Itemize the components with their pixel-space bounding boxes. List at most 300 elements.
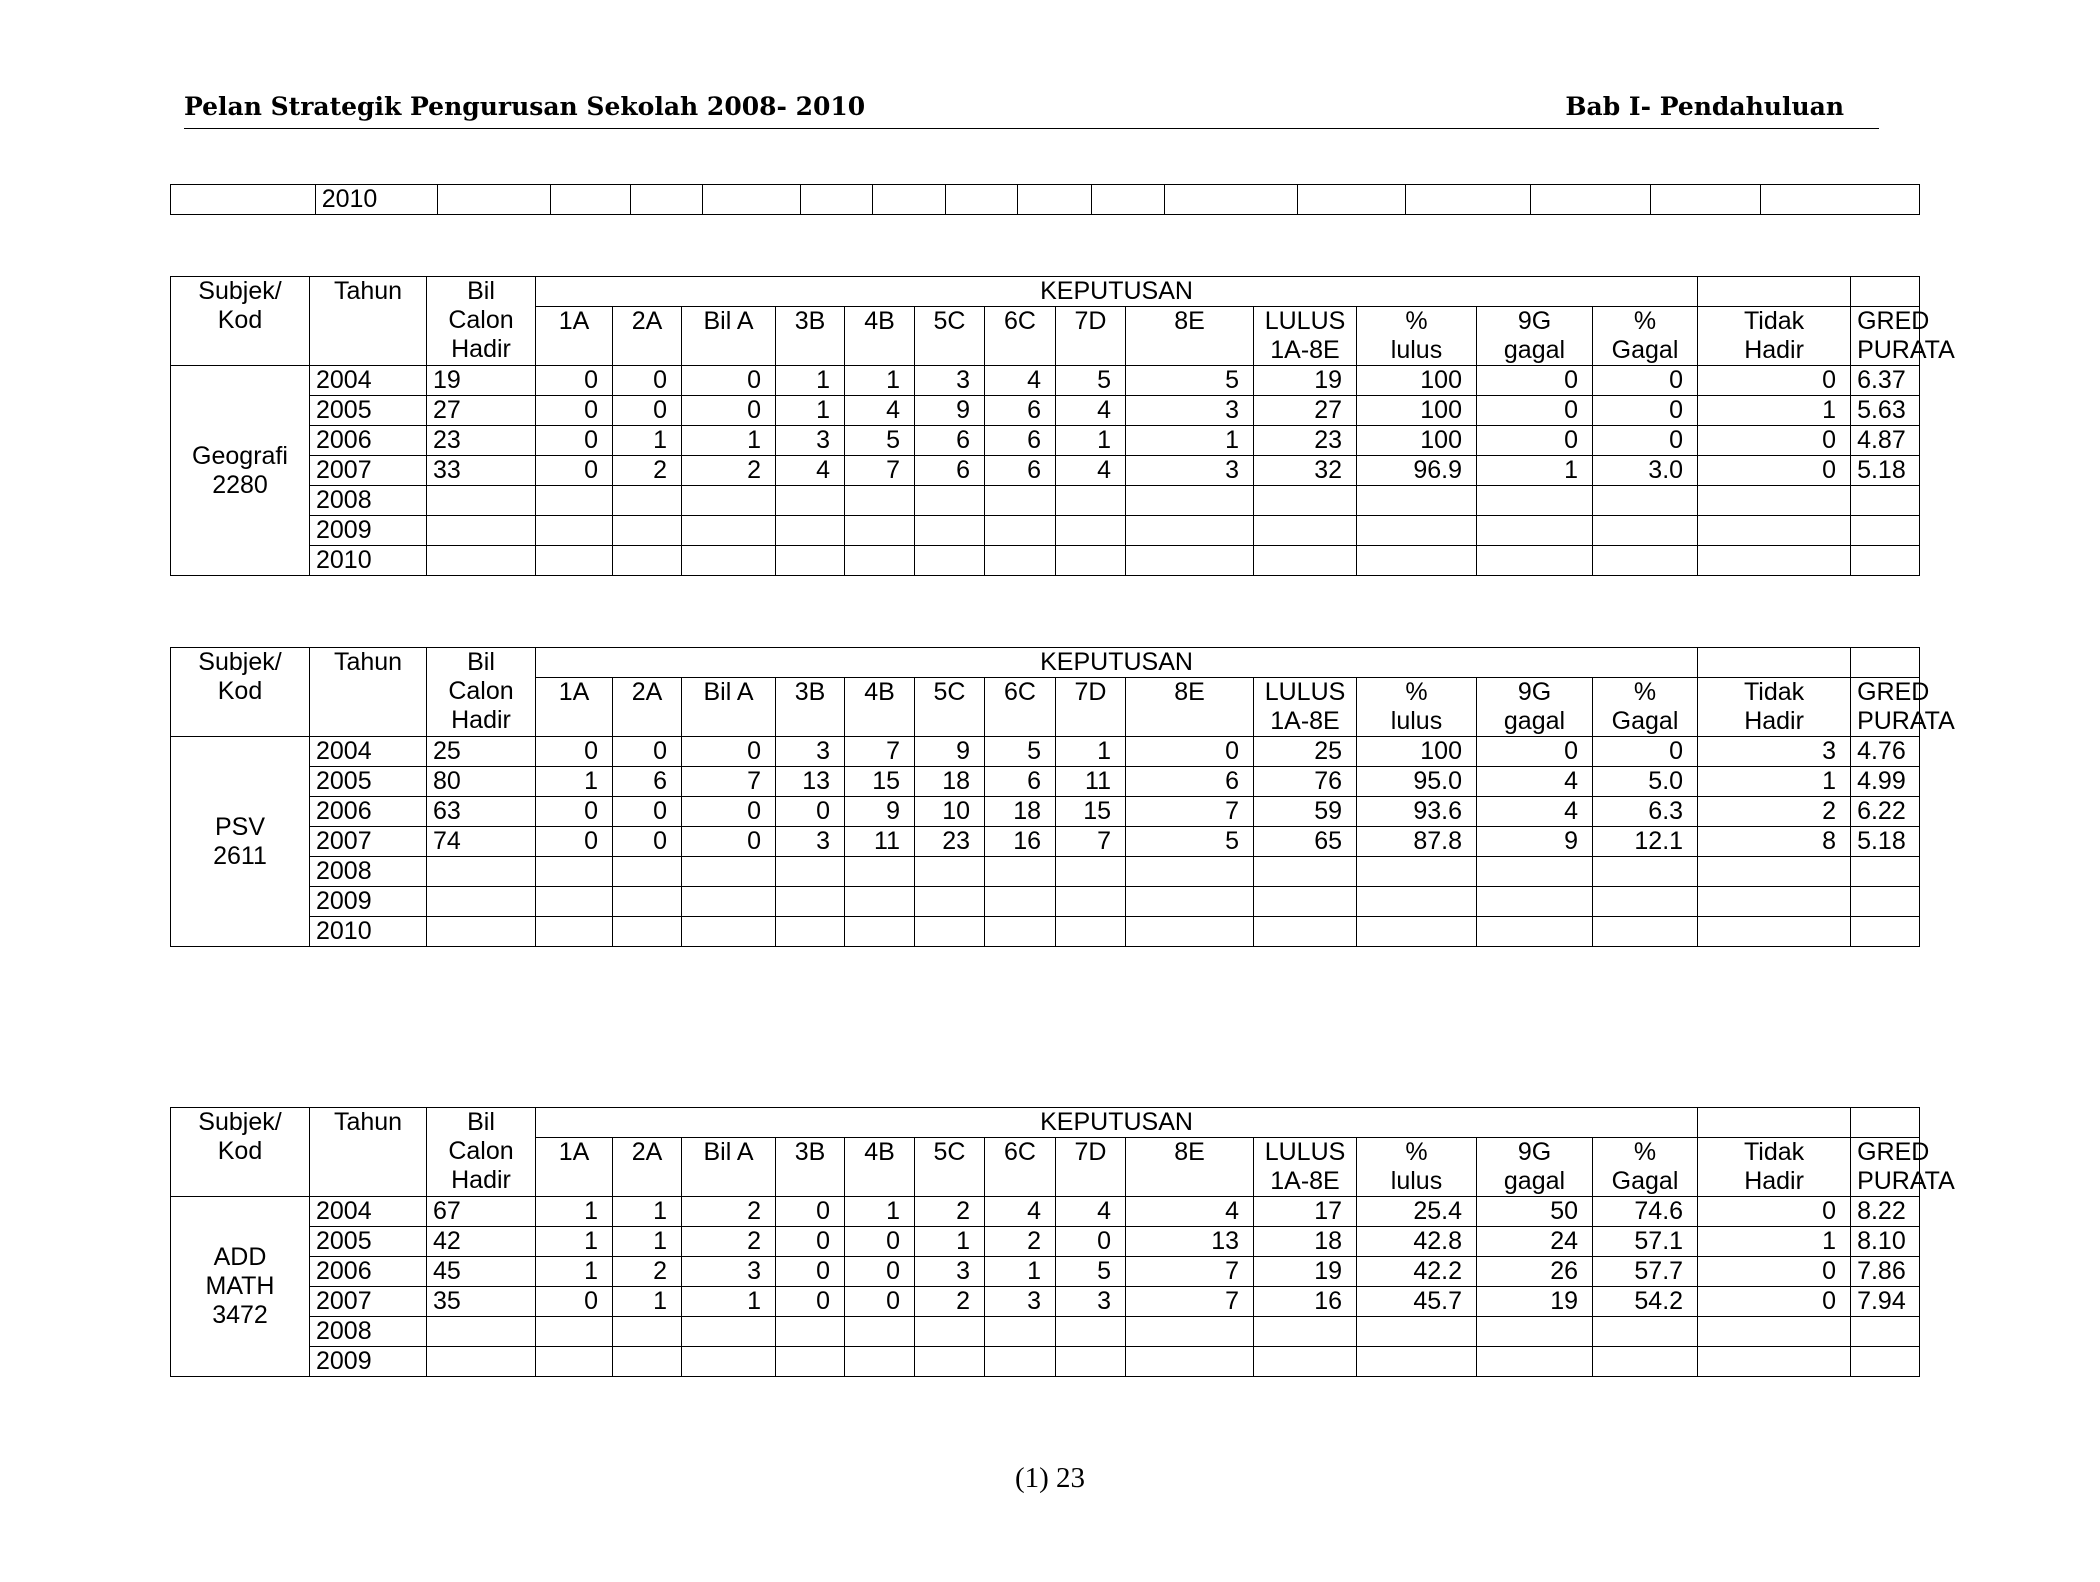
grade-cell xyxy=(536,1347,613,1377)
header-line: 2280 xyxy=(212,470,268,499)
header-line: lulus xyxy=(1390,707,1443,735)
grade-cell xyxy=(613,486,682,516)
bil-calon-cell: 25 xyxy=(427,737,536,767)
grade-cell xyxy=(776,546,845,576)
gred-purata-cell xyxy=(1851,1347,1920,1377)
pct-lulus-cell: 45.7 xyxy=(1357,1287,1477,1317)
pct-gagal-cell xyxy=(1593,1317,1698,1347)
gagal-cell: 0 xyxy=(1477,396,1593,426)
gred-purata-cell: 7.86 xyxy=(1851,1257,1920,1287)
grade-cell: 0 xyxy=(613,827,682,857)
header-line: % xyxy=(1633,1138,1657,1166)
header-line: Hadir xyxy=(1744,1167,1804,1195)
tidak-hadir-cell: 0 xyxy=(1698,1287,1851,1317)
grade-cell xyxy=(536,546,613,576)
grade-cell: 0 xyxy=(776,1287,845,1317)
gagal-cell: 0 xyxy=(1477,737,1593,767)
grade-cell: 0 xyxy=(845,1287,915,1317)
pct-lulus-cell: 100 xyxy=(1357,737,1477,767)
grade-cell xyxy=(536,486,613,516)
grade-cell xyxy=(776,917,845,947)
grade-cell: 6 xyxy=(985,426,1056,456)
grade-cell xyxy=(776,516,845,546)
grade-cell: 0 xyxy=(845,1257,915,1287)
grade-cell: 9 xyxy=(915,737,985,767)
tidak-hadir-cell: 1 xyxy=(1698,767,1851,797)
grade-cell: 3 xyxy=(985,1287,1056,1317)
grade-cell xyxy=(536,917,613,947)
bil-calon-cell: 27 xyxy=(427,396,536,426)
grade-cell: 0 xyxy=(536,1287,613,1317)
result-table-add-math xyxy=(170,1107,1955,1377)
grade-header: 6C xyxy=(985,1138,1056,1197)
gred-purata-cell: 5.18 xyxy=(1851,456,1920,486)
keputusan-header: KEPUTUSAN xyxy=(536,1108,1698,1138)
grade-header: 2A xyxy=(613,678,682,737)
header-line: PURATA xyxy=(1857,1167,1955,1195)
bil-calon-cell xyxy=(427,887,536,917)
grade-cell: 11 xyxy=(845,827,915,857)
gred-purata-cell: 4.99 xyxy=(1851,767,1920,797)
grade-cell: 10 xyxy=(915,797,985,827)
header-line: % xyxy=(1405,307,1428,335)
grade-cell: 0 xyxy=(613,797,682,827)
gred-purata-cell xyxy=(1851,887,1920,917)
gagal-cell: 4 xyxy=(1477,767,1593,797)
grade-cell xyxy=(1056,516,1126,546)
grade-cell xyxy=(1126,516,1254,546)
table-row xyxy=(171,456,1920,486)
empty-header-cell xyxy=(1698,1108,1851,1138)
grade-cell: 1 xyxy=(613,1227,682,1257)
header-line: Gagal xyxy=(1611,336,1679,364)
grade-cell xyxy=(985,1317,1056,1347)
table-row xyxy=(171,1197,1920,1227)
grade-cell: 7 xyxy=(1056,827,1126,857)
grade-cell xyxy=(845,546,915,576)
tidak-hadir-cell: 3 xyxy=(1698,737,1851,767)
grade-cell: 7 xyxy=(682,767,776,797)
table-row xyxy=(171,366,1920,396)
table-row xyxy=(171,917,1920,947)
grade-cell: 1 xyxy=(536,1257,613,1287)
grade-cell xyxy=(1056,486,1126,516)
grade-cell: 6 xyxy=(985,767,1056,797)
grade-cell: 0 xyxy=(776,797,845,827)
lulus-cell xyxy=(1254,917,1357,947)
grade-cell xyxy=(1056,917,1126,947)
header-line: Bil xyxy=(467,277,495,305)
grade-cell xyxy=(1126,887,1254,917)
gagal-cell xyxy=(1477,857,1593,887)
header-line: Hadir xyxy=(451,1166,511,1194)
bil-calon-cell xyxy=(427,857,536,887)
gred-purata-cell: 6.22 xyxy=(1851,797,1920,827)
grade-cell: 4 xyxy=(776,456,845,486)
pct-gagal-cell xyxy=(1593,546,1698,576)
empty-header-cell xyxy=(1698,648,1851,678)
grade-cell: 4 xyxy=(985,1197,1056,1227)
grade-cell: 7 xyxy=(845,737,915,767)
grade-cell xyxy=(1056,1347,1126,1377)
gred-purata-cell xyxy=(1851,546,1920,576)
pct-gagal-cell xyxy=(1593,917,1698,947)
table-row xyxy=(171,426,1920,456)
year-cell: 2009 xyxy=(310,887,427,917)
grade-cell: 15 xyxy=(1056,797,1126,827)
grade-cell xyxy=(915,1347,985,1377)
grade-cell: 3 xyxy=(776,426,845,456)
year-cell: 2010 xyxy=(315,185,437,215)
empty-header-cell xyxy=(1851,277,1920,307)
gagal-cell: 26 xyxy=(1477,1257,1593,1287)
tidak-hadir-cell xyxy=(1698,1317,1851,1347)
grade-cell: 6 xyxy=(985,396,1056,426)
bil-calon-cell: 42 xyxy=(427,1227,536,1257)
header-line: Subjek/ xyxy=(198,277,282,305)
gagal-cell: 1 xyxy=(1477,456,1593,486)
grade-cell: 0 xyxy=(536,827,613,857)
grade-cell xyxy=(1126,1347,1254,1377)
grade-cell xyxy=(613,887,682,917)
grade-cell: 2 xyxy=(613,456,682,486)
gred-purata-cell xyxy=(1851,516,1920,546)
gred-purata-cell: 4.87 xyxy=(1851,426,1920,456)
grade-cell: 7 xyxy=(1126,1287,1254,1317)
header-line: 2611 xyxy=(213,841,267,870)
tahun-header: Tahun xyxy=(310,277,427,366)
header-line: ADD xyxy=(213,1243,267,1271)
pct-gagal-cell xyxy=(1593,857,1698,887)
header-rule xyxy=(184,128,1879,129)
bil-calon-cell xyxy=(427,917,536,947)
grade-cell: 0 xyxy=(536,396,613,426)
header-line: Geografi xyxy=(192,441,288,470)
table-row xyxy=(171,1317,1920,1347)
pct-lulus-cell: 95.0 xyxy=(1357,767,1477,797)
grade-cell: 1 xyxy=(613,1197,682,1227)
pct-lulus-cell xyxy=(1357,887,1477,917)
grade-cell xyxy=(1056,887,1126,917)
pct-lulus-cell: 87.8 xyxy=(1357,827,1477,857)
grade-cell: 0 xyxy=(613,737,682,767)
gagal-cell xyxy=(1477,1317,1593,1347)
grade-cell: 15 xyxy=(845,767,915,797)
lulus-cell xyxy=(1254,516,1357,546)
bil-calon-cell xyxy=(427,1317,536,1347)
pct-gagal-cell: 57.7 xyxy=(1593,1257,1698,1287)
pct-gagal-cell xyxy=(1593,887,1698,917)
tidak-hadir-cell xyxy=(1698,857,1851,887)
header-line: Gagal xyxy=(1611,707,1679,735)
header-line: gagal xyxy=(1503,1167,1566,1195)
table-row xyxy=(171,797,1920,827)
pct-lulus-header xyxy=(1357,1138,1477,1197)
grade-header: 1A xyxy=(536,678,613,737)
grade-cell: 1 xyxy=(776,366,845,396)
tidak-hadir-cell xyxy=(1698,516,1851,546)
grade-cell xyxy=(682,917,776,947)
grade-cell: 1 xyxy=(613,1287,682,1317)
gagal-header xyxy=(1477,678,1593,737)
grade-cell: 0 xyxy=(1126,737,1254,767)
grade-cell xyxy=(845,887,915,917)
year-cell: 2004 xyxy=(310,366,427,396)
subjek-kod-header xyxy=(171,648,310,737)
pct-lulus-cell xyxy=(1357,546,1477,576)
tidak-hadir-header xyxy=(1698,1138,1851,1197)
grade-cell: 5 xyxy=(985,737,1056,767)
grade-cell: 1 xyxy=(985,1257,1056,1287)
grade-cell: 18 xyxy=(915,767,985,797)
grade-header: 5C xyxy=(915,678,985,737)
gred-purata-cell xyxy=(1851,1317,1920,1347)
gred-purata-cell xyxy=(1851,917,1920,947)
lulus-cell xyxy=(1254,486,1357,516)
bil-calon-cell: 80 xyxy=(427,767,536,797)
grade-cell xyxy=(1056,546,1126,576)
year-cell: 2009 xyxy=(310,516,427,546)
grade-cell: 2 xyxy=(682,456,776,486)
grade-header: 5C xyxy=(915,1138,985,1197)
grade-cell: 0 xyxy=(1056,1227,1126,1257)
year-cell: 2006 xyxy=(310,797,427,827)
year-cell: 2005 xyxy=(310,767,427,797)
header-line: gagal xyxy=(1503,336,1566,364)
gred-purata-cell: 8.10 xyxy=(1851,1227,1920,1257)
grade-header: 4B xyxy=(845,1138,915,1197)
grade-cell xyxy=(915,546,985,576)
grade-cell: 3 xyxy=(915,366,985,396)
grade-cell: 1 xyxy=(1056,737,1126,767)
grade-cell: 1 xyxy=(776,396,845,426)
header-line: Calon xyxy=(448,306,514,334)
pct-gagal-cell xyxy=(1593,486,1698,516)
grade-cell xyxy=(1056,1317,1126,1347)
bil-calon-cell: 19 xyxy=(427,366,536,396)
header-line: LULUS xyxy=(1264,1138,1346,1166)
gagal-cell: 50 xyxy=(1477,1197,1593,1227)
grade-cell: 3 xyxy=(776,737,845,767)
gagal-cell xyxy=(1477,546,1593,576)
table-row xyxy=(171,1347,1920,1377)
grade-cell: 6 xyxy=(613,767,682,797)
table-row xyxy=(171,185,1920,215)
table-row xyxy=(171,1227,1920,1257)
bil-calon-cell: 63 xyxy=(427,797,536,827)
header-line: Bil xyxy=(467,648,495,676)
grade-cell xyxy=(985,1347,1056,1377)
grade-cell xyxy=(915,486,985,516)
header-line: Subjek/ xyxy=(198,648,282,676)
header-line: gagal xyxy=(1503,707,1566,735)
grade-cell: 3 xyxy=(915,1257,985,1287)
lulus-cell: 18 xyxy=(1254,1227,1357,1257)
header-line: Tidak xyxy=(1743,1138,1805,1166)
grade-cell: 0 xyxy=(682,396,776,426)
pct-lulus-cell xyxy=(1357,1347,1477,1377)
grade-header: 8E xyxy=(1126,678,1254,737)
empty-header-cell xyxy=(1851,1108,1920,1138)
gagal-cell: 0 xyxy=(1477,366,1593,396)
grade-cell xyxy=(682,887,776,917)
pct-gagal-cell xyxy=(1593,516,1698,546)
header-line: Tidak xyxy=(1743,678,1805,706)
grade-cell: 1 xyxy=(682,426,776,456)
grade-cell: 2 xyxy=(613,1257,682,1287)
header-line: % xyxy=(1633,307,1657,335)
grade-header: 6C xyxy=(985,307,1056,366)
header-line: PURATA xyxy=(1857,707,1955,735)
gred-purata-cell: 4.76 xyxy=(1851,737,1920,767)
header-line: % xyxy=(1405,1138,1428,1166)
result-table-psv xyxy=(170,647,1955,947)
grade-cell: 18 xyxy=(985,797,1056,827)
gred-purata-cell xyxy=(1851,486,1920,516)
grade-cell: 6 xyxy=(1126,767,1254,797)
tidak-hadir-cell: 0 xyxy=(1698,456,1851,486)
grade-cell xyxy=(613,516,682,546)
gagal-cell xyxy=(1477,516,1593,546)
grade-header: 5C xyxy=(915,307,985,366)
grade-cell: 1 xyxy=(682,1287,776,1317)
lulus-cell: 19 xyxy=(1254,1257,1357,1287)
keputusan-header: KEPUTUSAN xyxy=(536,648,1698,678)
lulus-cell: 59 xyxy=(1254,797,1357,827)
lulus-cell: 27 xyxy=(1254,396,1357,426)
bil-calon-cell: 35 xyxy=(427,1287,536,1317)
grade-cell xyxy=(613,1347,682,1377)
year-cell: 2004 xyxy=(310,1197,427,1227)
pct-gagal-cell: 12.1 xyxy=(1593,827,1698,857)
pct-lulus-cell: 42.8 xyxy=(1357,1227,1477,1257)
document-running-title: Pelan Strategik Pengurusan Sekolah 2008- 2010 xyxy=(184,92,866,121)
grade-cell: 5 xyxy=(1126,366,1254,396)
grade-cell: 13 xyxy=(776,767,845,797)
grade-cell xyxy=(682,546,776,576)
pct-lulus-cell xyxy=(1357,486,1477,516)
subject-cell xyxy=(171,185,316,215)
bil-calon-cell: 67 xyxy=(427,1197,536,1227)
grade-header: Bil A xyxy=(682,307,776,366)
bil-calon-cell: 45 xyxy=(427,1257,536,1287)
lulus-cell: 76 xyxy=(1254,767,1357,797)
grade-cell: 0 xyxy=(536,366,613,396)
chapter-title: Bab I- Pendahuluan xyxy=(1565,92,1844,121)
grade-header: 2A xyxy=(613,307,682,366)
grade-header: Bil A xyxy=(682,678,776,737)
tidak-hadir-cell xyxy=(1698,887,1851,917)
grade-cell xyxy=(682,1317,776,1347)
gred-purata-header xyxy=(1851,678,1955,737)
header-line: Kod xyxy=(217,677,263,705)
grade-cell xyxy=(776,1347,845,1377)
grade-header: 4B xyxy=(845,307,915,366)
grade-cell: 23 xyxy=(915,827,985,857)
lulus-cell: 16 xyxy=(1254,1287,1357,1317)
grade-cell: 6 xyxy=(915,456,985,486)
lulus-cell: 23 xyxy=(1254,426,1357,456)
table-row xyxy=(171,486,1920,516)
grade-cell: 1 xyxy=(915,1227,985,1257)
tidak-hadir-cell xyxy=(1698,546,1851,576)
grade-cell: 9 xyxy=(845,797,915,827)
grade-header: 3B xyxy=(776,1138,845,1197)
grade-cell: 1 xyxy=(536,1227,613,1257)
grade-cell xyxy=(613,857,682,887)
header-line: % xyxy=(1633,678,1657,706)
page-number: (1) 23 xyxy=(1014,1462,1086,1494)
grade-header: 3B xyxy=(776,678,845,737)
grade-cell xyxy=(985,887,1056,917)
grade-cell xyxy=(985,516,1056,546)
grade-cell: 0 xyxy=(776,1227,845,1257)
grade-cell: 0 xyxy=(536,797,613,827)
bil-calon-header xyxy=(427,648,536,737)
pct-gagal-cell: 3.0 xyxy=(1593,456,1698,486)
pct-lulus-cell: 25.4 xyxy=(1357,1197,1477,1227)
header-row xyxy=(171,277,1920,307)
grade-cell: 3 xyxy=(1056,1287,1126,1317)
header-line: Hadir xyxy=(1744,336,1804,364)
grade-cell: 1 xyxy=(845,366,915,396)
header-line: Tidak xyxy=(1743,307,1805,335)
pct-gagal-header xyxy=(1593,678,1698,737)
header-line: 9G xyxy=(1517,678,1552,706)
subject-cell xyxy=(171,366,310,576)
grade-cell: 0 xyxy=(776,1197,845,1227)
grade-cell: 3 xyxy=(1126,456,1254,486)
grade-cell: 1 xyxy=(1056,426,1126,456)
grade-cell: 0 xyxy=(682,737,776,767)
grade-cell: 6 xyxy=(915,426,985,456)
grade-cell xyxy=(845,917,915,947)
pct-lulus-cell: 100 xyxy=(1357,366,1477,396)
gagal-cell xyxy=(1477,917,1593,947)
header-line: % xyxy=(1405,678,1428,706)
tahun-header: Tahun xyxy=(310,1108,427,1197)
pct-gagal-cell: 0 xyxy=(1593,737,1698,767)
table-row xyxy=(171,737,1920,767)
pct-gagal-cell: 5.0 xyxy=(1593,767,1698,797)
grade-cell: 4 xyxy=(1126,1197,1254,1227)
lulus-header xyxy=(1254,1138,1357,1197)
year-cell: 2010 xyxy=(310,917,427,947)
grade-cell xyxy=(845,516,915,546)
header-row xyxy=(171,648,1920,678)
header-line: GRED xyxy=(1857,678,1930,706)
grade-cell: 3 xyxy=(776,827,845,857)
year-cell: 2006 xyxy=(310,426,427,456)
year-cell: 2005 xyxy=(310,1227,427,1257)
lulus-header xyxy=(1254,678,1357,737)
tidak-hadir-cell: 8 xyxy=(1698,827,1851,857)
grade-cell: 2 xyxy=(915,1197,985,1227)
tidak-hadir-header xyxy=(1698,307,1851,366)
grade-cell xyxy=(845,857,915,887)
header-line: Calon xyxy=(448,677,514,705)
grade-cell xyxy=(915,857,985,887)
subject-cell xyxy=(171,1197,310,1377)
gred-purata-cell xyxy=(1851,857,1920,887)
lulus-cell xyxy=(1254,1317,1357,1347)
grade-cell xyxy=(915,917,985,947)
lulus-cell xyxy=(1254,546,1357,576)
grade-header: 1A xyxy=(536,307,613,366)
grade-header: 6C xyxy=(985,678,1056,737)
grade-header: 2A xyxy=(613,1138,682,1197)
year-cell: 2010 xyxy=(310,546,427,576)
